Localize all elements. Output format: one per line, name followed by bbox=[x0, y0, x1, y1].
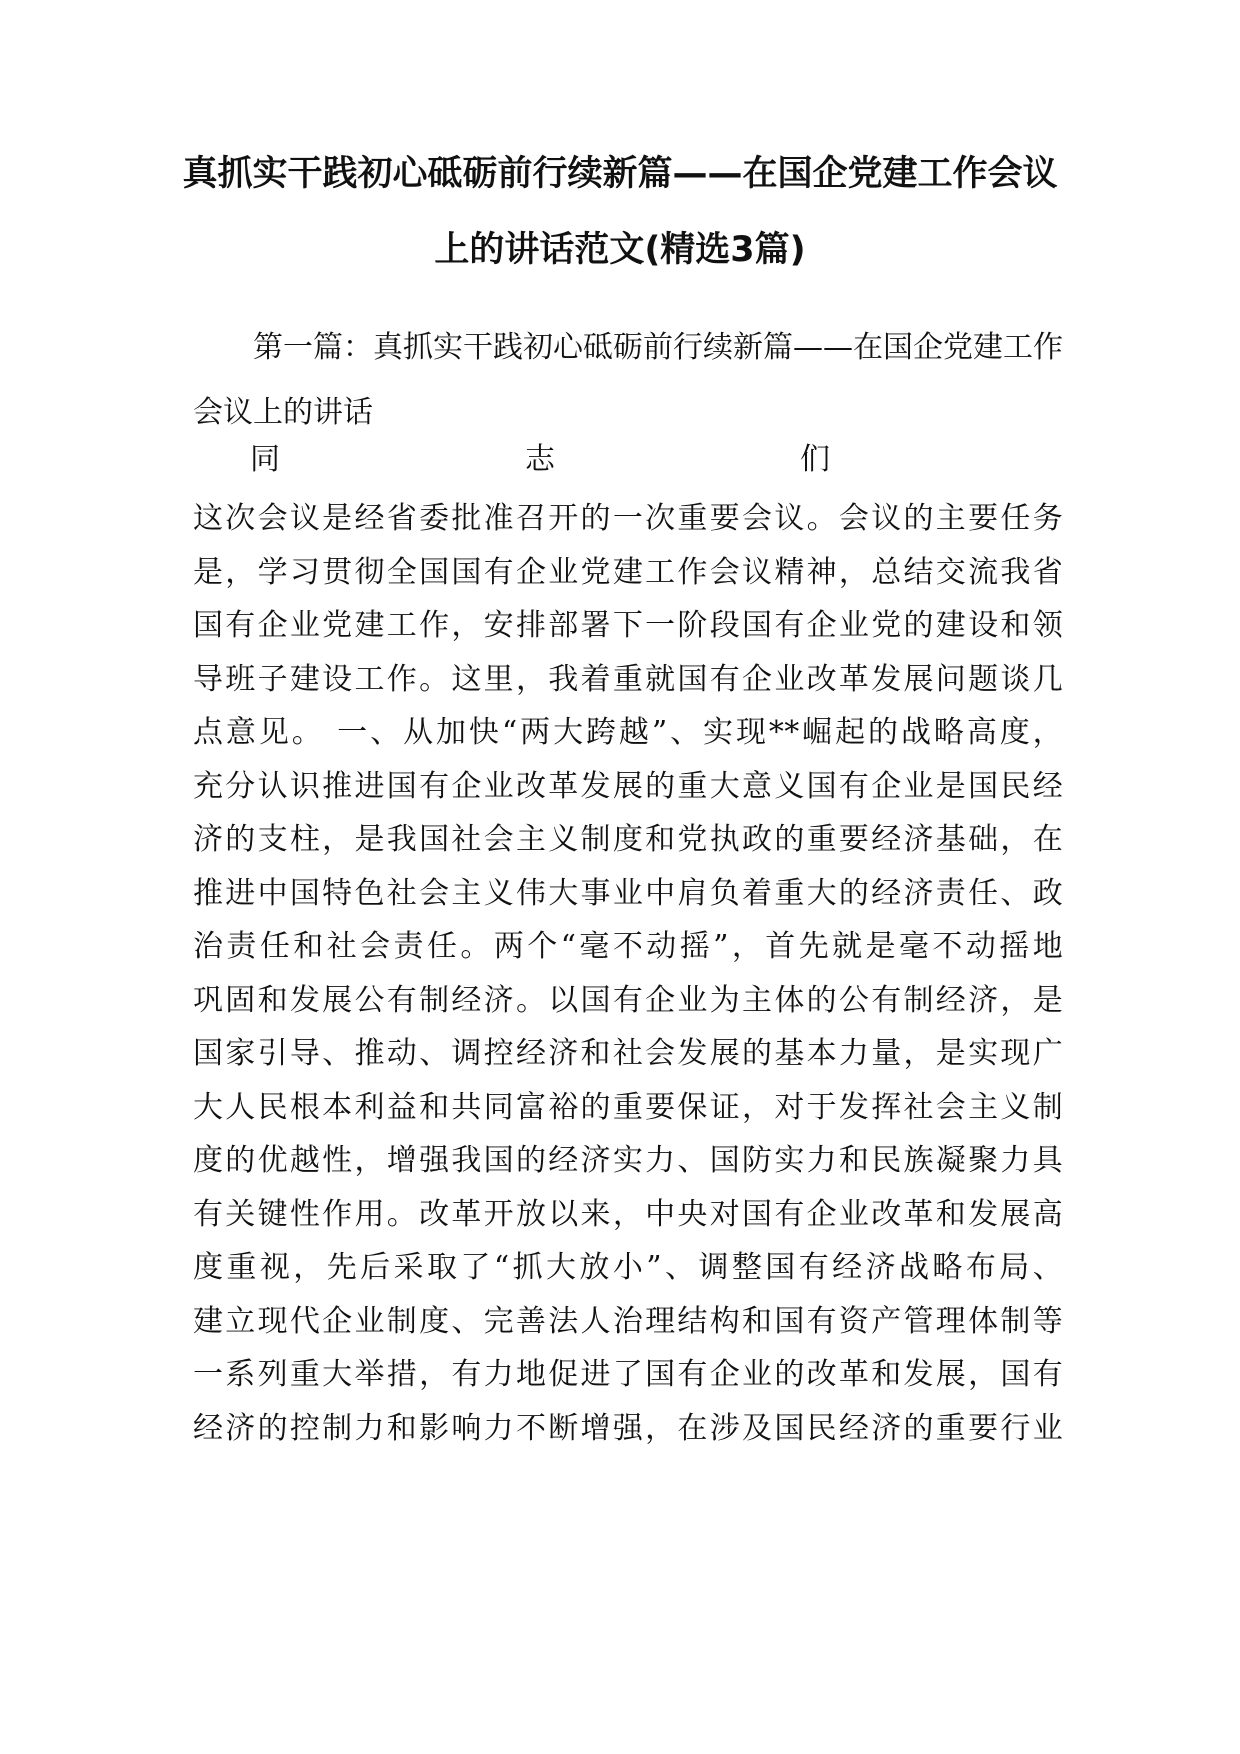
salutation bbox=[250, 440, 830, 480]
body-line: 这次会议是经省委批准召开的一次重要会议。会议的主要任务 bbox=[193, 501, 1063, 536]
salutation-char-3: 们 bbox=[800, 442, 830, 477]
document-title-line-1: 真抓实干践初心砥砺前行续新篇——在国企党建工作会议 bbox=[182, 154, 1058, 194]
body-line: 是，学习贯彻全国国有企业党建工作会议精神，总结交流我省 bbox=[193, 554, 1063, 590]
body-text bbox=[193, 492, 1063, 1455]
body-line: 巩固和发展公有制经济。以国有企业为主体的公有制经济，是 bbox=[193, 982, 1063, 1018]
body-line: 大人民根本利益和共同富裕的重要保证，对于发挥社会主义制 bbox=[193, 1089, 1063, 1125]
body-line: 推进中国特色社会主义伟大事业中肩负着重大的经济责任、政 bbox=[193, 875, 1063, 911]
body-line: 导班子建设工作。这里，我着重就国有企业改革发展问题谈几 bbox=[193, 661, 1063, 697]
body-line: 国有企业党建工作，安排部署下一阶段国有企业党的建设和领 bbox=[193, 608, 1063, 643]
salutation-char-1: 同 bbox=[250, 442, 280, 477]
body-line: 经济的控制力和影响力不断增强，在涉及国民经济的重要行业 bbox=[193, 1410, 1063, 1446]
body-line: 建立现代企业制度、完善法人治理结构和国有资产管理体制等 bbox=[193, 1303, 1063, 1339]
body-line: 国家引导、推动、调控经济和社会发展的基本力量，是实现广 bbox=[193, 1036, 1063, 1071]
body-line: 充分认识推进国有企业改革发展的重大意义国有企业是国民经 bbox=[193, 768, 1063, 804]
section-heading bbox=[193, 315, 1063, 445]
body-line: 点意见。 一、从加快“两大跨越”、实现**崛起的战略高度， bbox=[193, 715, 1063, 750]
body-line: 度的优越性，增强我国的经济实力、国防实力和民族凝聚力具 bbox=[193, 1143, 1063, 1178]
body-line: 治责任和社会责任。两个“毫不动摇”，首先就是毫不动摇地 bbox=[193, 929, 1063, 964]
body-line: 一系列重大举措，有力地促进了国有企业的改革和发展，国有 bbox=[193, 1357, 1063, 1392]
body-line: 度重视，先后采取了“抓大放小”、调整国有经济战略布局、 bbox=[193, 1250, 1063, 1285]
document-title-line-2: 上的讲话范文(精选3篇) bbox=[434, 230, 806, 270]
body-line: 有关键性作用。改革开放以来，中央对国有企业改革和发展高 bbox=[193, 1196, 1063, 1232]
section-heading-text: 第一篇：真抓实干践初心砥砺前行续新篇——在国企党建工作会议上的讲话 bbox=[193, 330, 1063, 430]
salutation-char-2: 志 bbox=[525, 442, 555, 477]
body-line: 济的支柱，是我国社会主义制度和党执政的重要经济基础，在 bbox=[193, 822, 1063, 857]
